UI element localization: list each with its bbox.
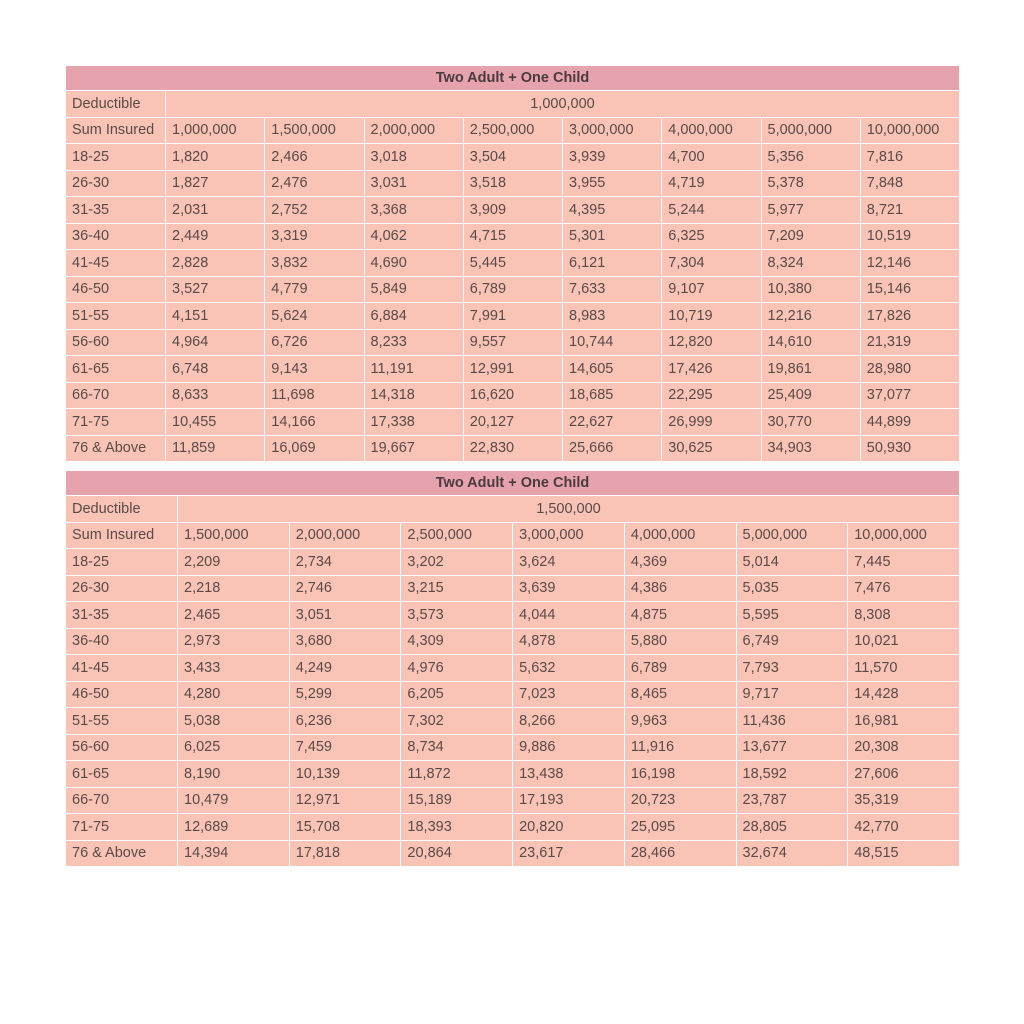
premium-cell: 10,139 bbox=[289, 761, 401, 788]
table-row bbox=[66, 250, 960, 277]
premium-cell: 3,215 bbox=[401, 575, 513, 602]
premium-cell: 4,976 bbox=[401, 655, 513, 682]
deductible-label: Deductible bbox=[66, 91, 166, 118]
table-row bbox=[66, 329, 960, 356]
premium-cell: 10,455 bbox=[166, 409, 265, 436]
premium-cell: 5,299 bbox=[289, 681, 401, 708]
premium-cell: 28,805 bbox=[736, 814, 848, 841]
premium-cell: 12,820 bbox=[662, 329, 761, 356]
premium-cell: 2,031 bbox=[166, 197, 265, 224]
table-row bbox=[66, 840, 960, 867]
premium-cell: 3,639 bbox=[513, 575, 625, 602]
table-body bbox=[66, 91, 960, 462]
premium-cell: 6,884 bbox=[364, 303, 463, 330]
premium-cell: 3,504 bbox=[463, 144, 562, 171]
premium-cell: 12,689 bbox=[178, 814, 290, 841]
age-band: 61-65 bbox=[66, 356, 166, 383]
premium-cell: 34,903 bbox=[761, 435, 860, 462]
table-row bbox=[66, 144, 960, 171]
premium-cell: 11,698 bbox=[265, 382, 364, 409]
premium-cell: 15,708 bbox=[289, 814, 401, 841]
premium-cell: 44,899 bbox=[860, 409, 959, 436]
premium-cell: 2,752 bbox=[265, 197, 364, 224]
age-band: 41-45 bbox=[66, 655, 178, 682]
table-row bbox=[66, 575, 960, 602]
premium-cell: 5,977 bbox=[761, 197, 860, 224]
premium-cell: 15,189 bbox=[401, 787, 513, 814]
premium-cell: 9,557 bbox=[463, 329, 562, 356]
age-band: 31-35 bbox=[66, 602, 178, 629]
premium-cell: 7,816 bbox=[860, 144, 959, 171]
premium-cell: 30,770 bbox=[761, 409, 860, 436]
age-band: 18-25 bbox=[66, 144, 166, 171]
premium-cell: 3,624 bbox=[513, 549, 625, 576]
premium-table-deductible-1500000 bbox=[65, 470, 960, 867]
premium-cell: 9,107 bbox=[662, 276, 761, 303]
age-band: 66-70 bbox=[66, 787, 178, 814]
table-row bbox=[66, 787, 960, 814]
deductible-row bbox=[66, 91, 960, 118]
sum-insured-value: 5,000,000 bbox=[761, 117, 860, 144]
table-row bbox=[66, 170, 960, 197]
table-row bbox=[66, 356, 960, 383]
premium-cell: 8,721 bbox=[860, 197, 959, 224]
premium-cell: 20,723 bbox=[624, 787, 736, 814]
premium-cell: 6,749 bbox=[736, 628, 848, 655]
premium-cell: 3,433 bbox=[178, 655, 290, 682]
premium-cell: 6,325 bbox=[662, 223, 761, 250]
premium-cell: 7,793 bbox=[736, 655, 848, 682]
table-row bbox=[66, 708, 960, 735]
premium-cell: 3,955 bbox=[563, 170, 662, 197]
premium-cell: 9,717 bbox=[736, 681, 848, 708]
premium-cell: 10,744 bbox=[563, 329, 662, 356]
premium-cell: 11,191 bbox=[364, 356, 463, 383]
premium-cell: 42,770 bbox=[848, 814, 960, 841]
sum-insured-value: 10,000,000 bbox=[860, 117, 959, 144]
premium-cell: 5,356 bbox=[761, 144, 860, 171]
premium-cell: 11,436 bbox=[736, 708, 848, 735]
age-band: 56-60 bbox=[66, 329, 166, 356]
age-band: 76 & Above bbox=[66, 840, 178, 867]
premium-cell: 4,779 bbox=[265, 276, 364, 303]
premium-cell: 6,726 bbox=[265, 329, 364, 356]
age-band: 46-50 bbox=[66, 276, 166, 303]
premium-cell: 11,872 bbox=[401, 761, 513, 788]
table-title: Two Adult + One Child bbox=[66, 66, 960, 91]
premium-cell: 20,864 bbox=[401, 840, 513, 867]
premium-cell: 5,301 bbox=[563, 223, 662, 250]
premium-cell: 3,832 bbox=[265, 250, 364, 277]
premium-cell: 28,980 bbox=[860, 356, 959, 383]
premium-cell: 8,465 bbox=[624, 681, 736, 708]
premium-cell: 5,880 bbox=[624, 628, 736, 655]
premium-cell: 17,338 bbox=[364, 409, 463, 436]
premium-cell: 2,466 bbox=[265, 144, 364, 171]
premium-cell: 7,209 bbox=[761, 223, 860, 250]
age-band: 51-55 bbox=[66, 708, 178, 735]
premium-cell: 8,734 bbox=[401, 734, 513, 761]
table-row bbox=[66, 761, 960, 788]
premium-cell: 14,610 bbox=[761, 329, 860, 356]
table-row bbox=[66, 655, 960, 682]
premium-cell: 5,038 bbox=[178, 708, 290, 735]
premium-cell: 13,438 bbox=[513, 761, 625, 788]
premium-cell: 3,319 bbox=[265, 223, 364, 250]
premium-cell: 37,077 bbox=[860, 382, 959, 409]
table-row bbox=[66, 602, 960, 629]
premium-cell: 4,309 bbox=[401, 628, 513, 655]
table-row bbox=[66, 628, 960, 655]
sum-insured-value: 2,500,000 bbox=[463, 117, 562, 144]
premium-cell: 16,620 bbox=[463, 382, 562, 409]
premium-cell: 27,606 bbox=[848, 761, 960, 788]
premium-cell: 8,633 bbox=[166, 382, 265, 409]
premium-cell: 20,127 bbox=[463, 409, 562, 436]
premium-cell: 23,617 bbox=[513, 840, 625, 867]
premium-cell: 4,369 bbox=[624, 549, 736, 576]
premium-cell: 8,308 bbox=[848, 602, 960, 629]
premium-cell: 30,625 bbox=[662, 435, 761, 462]
premium-cell: 10,479 bbox=[178, 787, 290, 814]
premium-cell: 25,409 bbox=[761, 382, 860, 409]
premium-cell: 7,991 bbox=[463, 303, 562, 330]
premium-cell: 17,426 bbox=[662, 356, 761, 383]
premium-cell: 6,121 bbox=[563, 250, 662, 277]
premium-cell: 4,719 bbox=[662, 170, 761, 197]
sum-insured-value: 2,000,000 bbox=[289, 522, 401, 549]
sum-insured-value: 3,000,000 bbox=[563, 117, 662, 144]
premium-cell: 1,827 bbox=[166, 170, 265, 197]
premium-cell: 3,527 bbox=[166, 276, 265, 303]
premium-cell: 5,849 bbox=[364, 276, 463, 303]
premium-cell: 10,380 bbox=[761, 276, 860, 303]
premium-cell: 4,715 bbox=[463, 223, 562, 250]
age-band: 56-60 bbox=[66, 734, 178, 761]
premium-cell: 20,820 bbox=[513, 814, 625, 841]
sum-insured-value: 3,000,000 bbox=[513, 522, 625, 549]
table-row bbox=[66, 223, 960, 250]
premium-cell: 4,964 bbox=[166, 329, 265, 356]
premium-cell: 19,861 bbox=[761, 356, 860, 383]
premium-cell: 21,319 bbox=[860, 329, 959, 356]
premium-cell: 9,886 bbox=[513, 734, 625, 761]
sum-insured-row bbox=[66, 117, 960, 144]
premium-cell: 4,878 bbox=[513, 628, 625, 655]
table-title: Two Adult + One Child bbox=[66, 471, 960, 496]
premium-table-deductible-1000000 bbox=[65, 65, 960, 462]
table-title-row bbox=[66, 471, 960, 496]
premium-cell: 3,573 bbox=[401, 602, 513, 629]
premium-cell: 7,302 bbox=[401, 708, 513, 735]
premium-cell: 12,971 bbox=[289, 787, 401, 814]
premium-cell: 11,916 bbox=[624, 734, 736, 761]
premium-cell: 10,021 bbox=[848, 628, 960, 655]
sum-insured-value: 4,000,000 bbox=[624, 522, 736, 549]
premium-cell: 16,198 bbox=[624, 761, 736, 788]
premium-cell: 12,991 bbox=[463, 356, 562, 383]
premium-cell: 2,209 bbox=[178, 549, 290, 576]
age-band: 61-65 bbox=[66, 761, 178, 788]
premium-cell: 14,318 bbox=[364, 382, 463, 409]
premium-cell: 7,445 bbox=[848, 549, 960, 576]
sum-insured-label: Sum Insured bbox=[66, 522, 178, 549]
premium-cell: 2,449 bbox=[166, 223, 265, 250]
premium-cell: 50,930 bbox=[860, 435, 959, 462]
table-row bbox=[66, 409, 960, 436]
sum-insured-value: 4,000,000 bbox=[662, 117, 761, 144]
premium-cell: 3,051 bbox=[289, 602, 401, 629]
premium-cell: 5,632 bbox=[513, 655, 625, 682]
deductible-value: 1,000,000 bbox=[166, 91, 960, 118]
age-band: 26-30 bbox=[66, 170, 166, 197]
premium-cell: 4,280 bbox=[178, 681, 290, 708]
table-row bbox=[66, 549, 960, 576]
table-title-row bbox=[66, 66, 960, 91]
premium-cell: 6,789 bbox=[463, 276, 562, 303]
premium-cell: 9,963 bbox=[624, 708, 736, 735]
premium-cell: 18,393 bbox=[401, 814, 513, 841]
premium-cell: 7,633 bbox=[563, 276, 662, 303]
premium-cell: 12,216 bbox=[761, 303, 860, 330]
premium-cell: 6,748 bbox=[166, 356, 265, 383]
premium-cell: 22,830 bbox=[463, 435, 562, 462]
sum-insured-value: 1,000,000 bbox=[166, 117, 265, 144]
table-row bbox=[66, 734, 960, 761]
premium-cell: 16,069 bbox=[265, 435, 364, 462]
premium-cell: 10,719 bbox=[662, 303, 761, 330]
premium-cell: 7,304 bbox=[662, 250, 761, 277]
premium-cell: 23,787 bbox=[736, 787, 848, 814]
premium-cell: 3,368 bbox=[364, 197, 463, 224]
age-band: 26-30 bbox=[66, 575, 178, 602]
premium-cell: 3,939 bbox=[563, 144, 662, 171]
premium-cell: 3,202 bbox=[401, 549, 513, 576]
sum-insured-row bbox=[66, 522, 960, 549]
table-row bbox=[66, 382, 960, 409]
deductible-value: 1,500,000 bbox=[178, 496, 960, 523]
premium-cell: 8,983 bbox=[563, 303, 662, 330]
premium-cell: 22,295 bbox=[662, 382, 761, 409]
premium-cell: 25,095 bbox=[624, 814, 736, 841]
table-row bbox=[66, 276, 960, 303]
premium-cell: 10,519 bbox=[860, 223, 959, 250]
premium-cell: 4,062 bbox=[364, 223, 463, 250]
premium-cell: 5,595 bbox=[736, 602, 848, 629]
premium-cell: 5,624 bbox=[265, 303, 364, 330]
premium-cell: 2,476 bbox=[265, 170, 364, 197]
premium-cell: 4,395 bbox=[563, 197, 662, 224]
premium-cell: 3,909 bbox=[463, 197, 562, 224]
premium-cell: 6,789 bbox=[624, 655, 736, 682]
table-body bbox=[66, 496, 960, 867]
premium-cell: 1,820 bbox=[166, 144, 265, 171]
premium-cell: 14,394 bbox=[178, 840, 290, 867]
premium-cell: 18,592 bbox=[736, 761, 848, 788]
premium-cell: 5,378 bbox=[761, 170, 860, 197]
premium-cell: 3,018 bbox=[364, 144, 463, 171]
premium-cell: 11,859 bbox=[166, 435, 265, 462]
premium-cell: 7,848 bbox=[860, 170, 959, 197]
age-band: 51-55 bbox=[66, 303, 166, 330]
premium-cell: 2,828 bbox=[166, 250, 265, 277]
age-band: 18-25 bbox=[66, 549, 178, 576]
premium-cell: 4,875 bbox=[624, 602, 736, 629]
premium-cell: 4,386 bbox=[624, 575, 736, 602]
premium-cell: 35,319 bbox=[848, 787, 960, 814]
premium-cell: 28,466 bbox=[624, 840, 736, 867]
premium-cell: 2,218 bbox=[178, 575, 290, 602]
age-band: 41-45 bbox=[66, 250, 166, 277]
age-band: 31-35 bbox=[66, 197, 166, 224]
premium-cell: 14,605 bbox=[563, 356, 662, 383]
premium-cell: 3,680 bbox=[289, 628, 401, 655]
premium-cell: 7,476 bbox=[848, 575, 960, 602]
age-band: 76 & Above bbox=[66, 435, 166, 462]
premium-cell: 11,570 bbox=[848, 655, 960, 682]
premium-cell: 17,818 bbox=[289, 840, 401, 867]
premium-cell: 7,459 bbox=[289, 734, 401, 761]
premium-cell: 19,667 bbox=[364, 435, 463, 462]
premium-cell: 17,193 bbox=[513, 787, 625, 814]
sum-insured-value: 2,000,000 bbox=[364, 117, 463, 144]
premium-cell: 13,677 bbox=[736, 734, 848, 761]
premium-cell: 4,151 bbox=[166, 303, 265, 330]
age-band: 36-40 bbox=[66, 628, 178, 655]
premium-cell: 15,146 bbox=[860, 276, 959, 303]
age-band: 71-75 bbox=[66, 409, 166, 436]
sum-insured-label: Sum Insured bbox=[66, 117, 166, 144]
premium-cell: 8,233 bbox=[364, 329, 463, 356]
sum-insured-value: 1,500,000 bbox=[178, 522, 290, 549]
premium-cell: 2,465 bbox=[178, 602, 290, 629]
premium-cell: 16,981 bbox=[848, 708, 960, 735]
premium-cell: 2,734 bbox=[289, 549, 401, 576]
premium-cell: 26,999 bbox=[662, 409, 761, 436]
premium-cell: 5,244 bbox=[662, 197, 761, 224]
premium-cell: 4,249 bbox=[289, 655, 401, 682]
premium-cell: 8,190 bbox=[178, 761, 290, 788]
premium-cell: 48,515 bbox=[848, 840, 960, 867]
sum-insured-value: 5,000,000 bbox=[736, 522, 848, 549]
premium-cell: 7,023 bbox=[513, 681, 625, 708]
premium-cell: 2,973 bbox=[178, 628, 290, 655]
premium-cell: 4,044 bbox=[513, 602, 625, 629]
deductible-label: Deductible bbox=[66, 496, 178, 523]
premium-cell: 8,324 bbox=[761, 250, 860, 277]
premium-cell: 8,266 bbox=[513, 708, 625, 735]
premium-cell: 14,166 bbox=[265, 409, 364, 436]
premium-cell: 18,685 bbox=[563, 382, 662, 409]
sum-insured-value: 10,000,000 bbox=[848, 522, 960, 549]
premium-cell: 4,700 bbox=[662, 144, 761, 171]
premium-cell: 6,236 bbox=[289, 708, 401, 735]
premium-cell: 22,627 bbox=[563, 409, 662, 436]
premium-cell: 5,445 bbox=[463, 250, 562, 277]
premium-cell: 25,666 bbox=[563, 435, 662, 462]
table-row bbox=[66, 435, 960, 462]
table-row bbox=[66, 197, 960, 224]
sum-insured-value: 2,500,000 bbox=[401, 522, 513, 549]
premium-cell: 32,674 bbox=[736, 840, 848, 867]
premium-cell: 4,690 bbox=[364, 250, 463, 277]
age-band: 71-75 bbox=[66, 814, 178, 841]
age-band: 46-50 bbox=[66, 681, 178, 708]
premium-cell: 5,035 bbox=[736, 575, 848, 602]
sum-insured-value: 1,500,000 bbox=[265, 117, 364, 144]
premium-cell: 12,146 bbox=[860, 250, 959, 277]
premium-cell: 3,518 bbox=[463, 170, 562, 197]
age-band: 36-40 bbox=[66, 223, 166, 250]
premium-cell: 6,205 bbox=[401, 681, 513, 708]
premium-cell: 20,308 bbox=[848, 734, 960, 761]
premium-cell: 9,143 bbox=[265, 356, 364, 383]
premium-cell: 17,826 bbox=[860, 303, 959, 330]
table-row bbox=[66, 814, 960, 841]
premium-cell: 6,025 bbox=[178, 734, 290, 761]
premium-cell: 5,014 bbox=[736, 549, 848, 576]
premium-cell: 3,031 bbox=[364, 170, 463, 197]
table-row bbox=[66, 681, 960, 708]
deductible-row bbox=[66, 496, 960, 523]
premium-cell: 14,428 bbox=[848, 681, 960, 708]
premium-cell: 2,746 bbox=[289, 575, 401, 602]
age-band: 66-70 bbox=[66, 382, 166, 409]
table-row bbox=[66, 303, 960, 330]
